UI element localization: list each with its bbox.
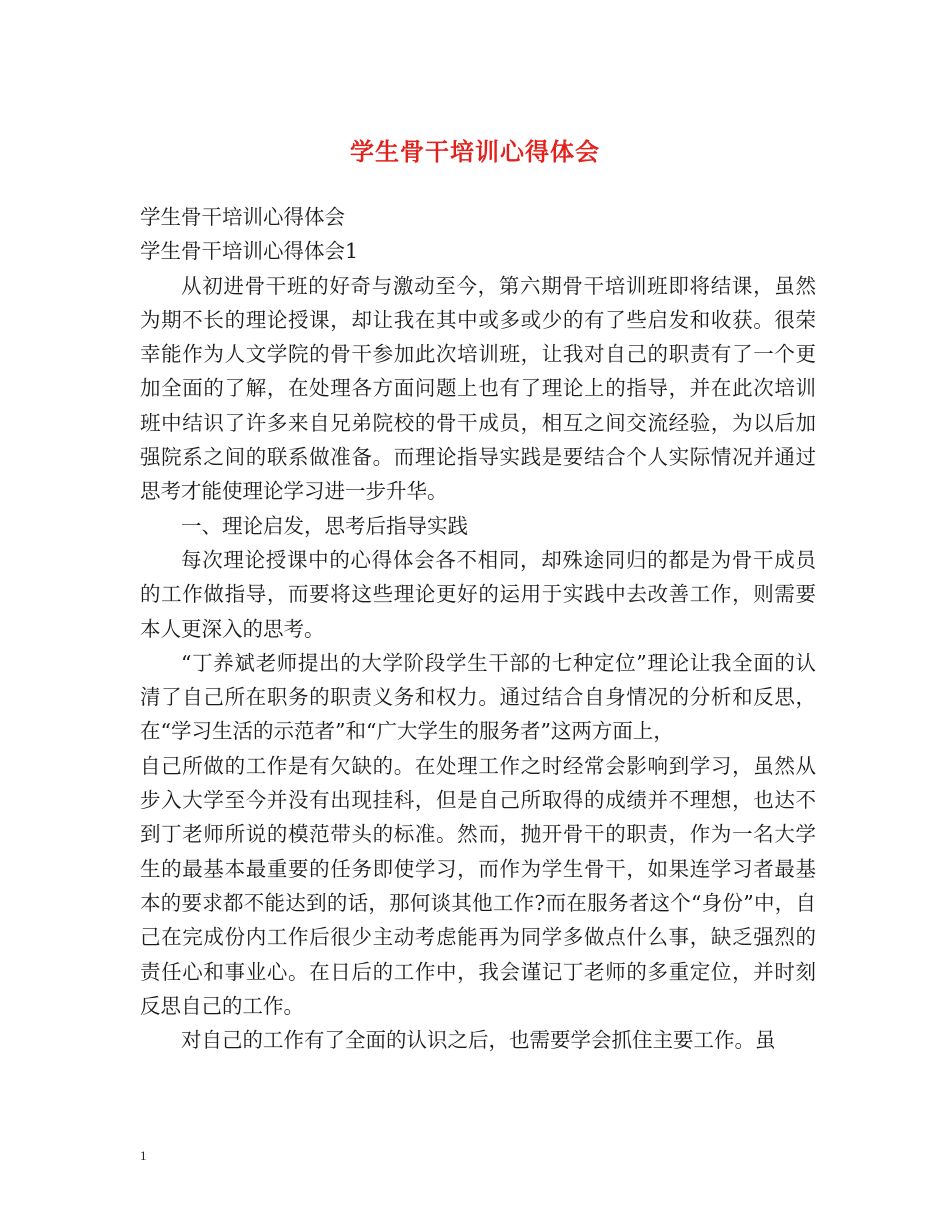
paragraph: 从初进骨干班的好奇与激动至今，第六期骨干培训班即将结课，虽然为期不长的理论授课，却让我在其中或多或少的有了些启发和收获。很荣幸能作为人文学院的骨干参加此次培训班，让我对自己的职责有了一个更加全面的了解，在处理各方面问题上也有了理论上的指导，并在此次培训班中结识了许多来自兄弟院校的骨干成员，相互之间交流经验，为以后加强院系之间的联系做准备。而理论指导实践是要结合个人实际情况并通过思考才能使理论学习进一步升华。 bbox=[140, 273, 816, 504]
paragraph: 自己所做的工作是有欠缺的。在处理工作之时经常会影响到学习，虽然从步入大学至今并没有出现挂科，但是自己所取得的成绩并不理想，也达不到丁老师所说的模范带头的标准。然而，抛开骨干的职责，作为一名大学生的最基本最重要的任务即使学习，而作为学生骨干，如果连学习者最基本的要求都不能达到的话，那何谈其他工作?而在服务者这个“身份”中，自己在完成份内工作后很少主动考虑能再为同学多做点什么事，缺乏强烈的责任心和事业心。在日后的工作中，我会谨记丁老师的多重定位，并时刻反思自己的工作。 bbox=[140, 753, 816, 1018]
document-title: 学生骨干培训心得体会 bbox=[350, 138, 600, 166]
section-heading: 学生骨干培训心得体会1 bbox=[140, 239, 359, 264]
paragraph-heading: 一、理论启发，思考后指导实践 bbox=[181, 513, 468, 538]
paragraph: 每次理论授课中的心得体会各不相同，却殊途同归的都是为骨干成员的工作做指导，而要将这些理论更好的运用于实践中去改善工作，则需要本人更深入的思考。 bbox=[140, 547, 816, 641]
document-body bbox=[140, 200, 816, 1057]
paragraph: “丁养斌老师提出的大学阶段学生干部的七种定位”理论让我全面的认清了自己所在职务的职责义务和权力。通过结合自身情况的分析和反思，在“学习生活的示范者”和“广大学生的服务者”这两方面上， bbox=[140, 650, 816, 744]
subtitle-line: 学生骨干培训心得体会 bbox=[140, 205, 345, 229]
paragraph: 对自己的工作有了全面的认识之后，也需要学会抓住主要工作。虽 bbox=[181, 1028, 776, 1053]
page-number: 1 bbox=[140, 1148, 147, 1163]
